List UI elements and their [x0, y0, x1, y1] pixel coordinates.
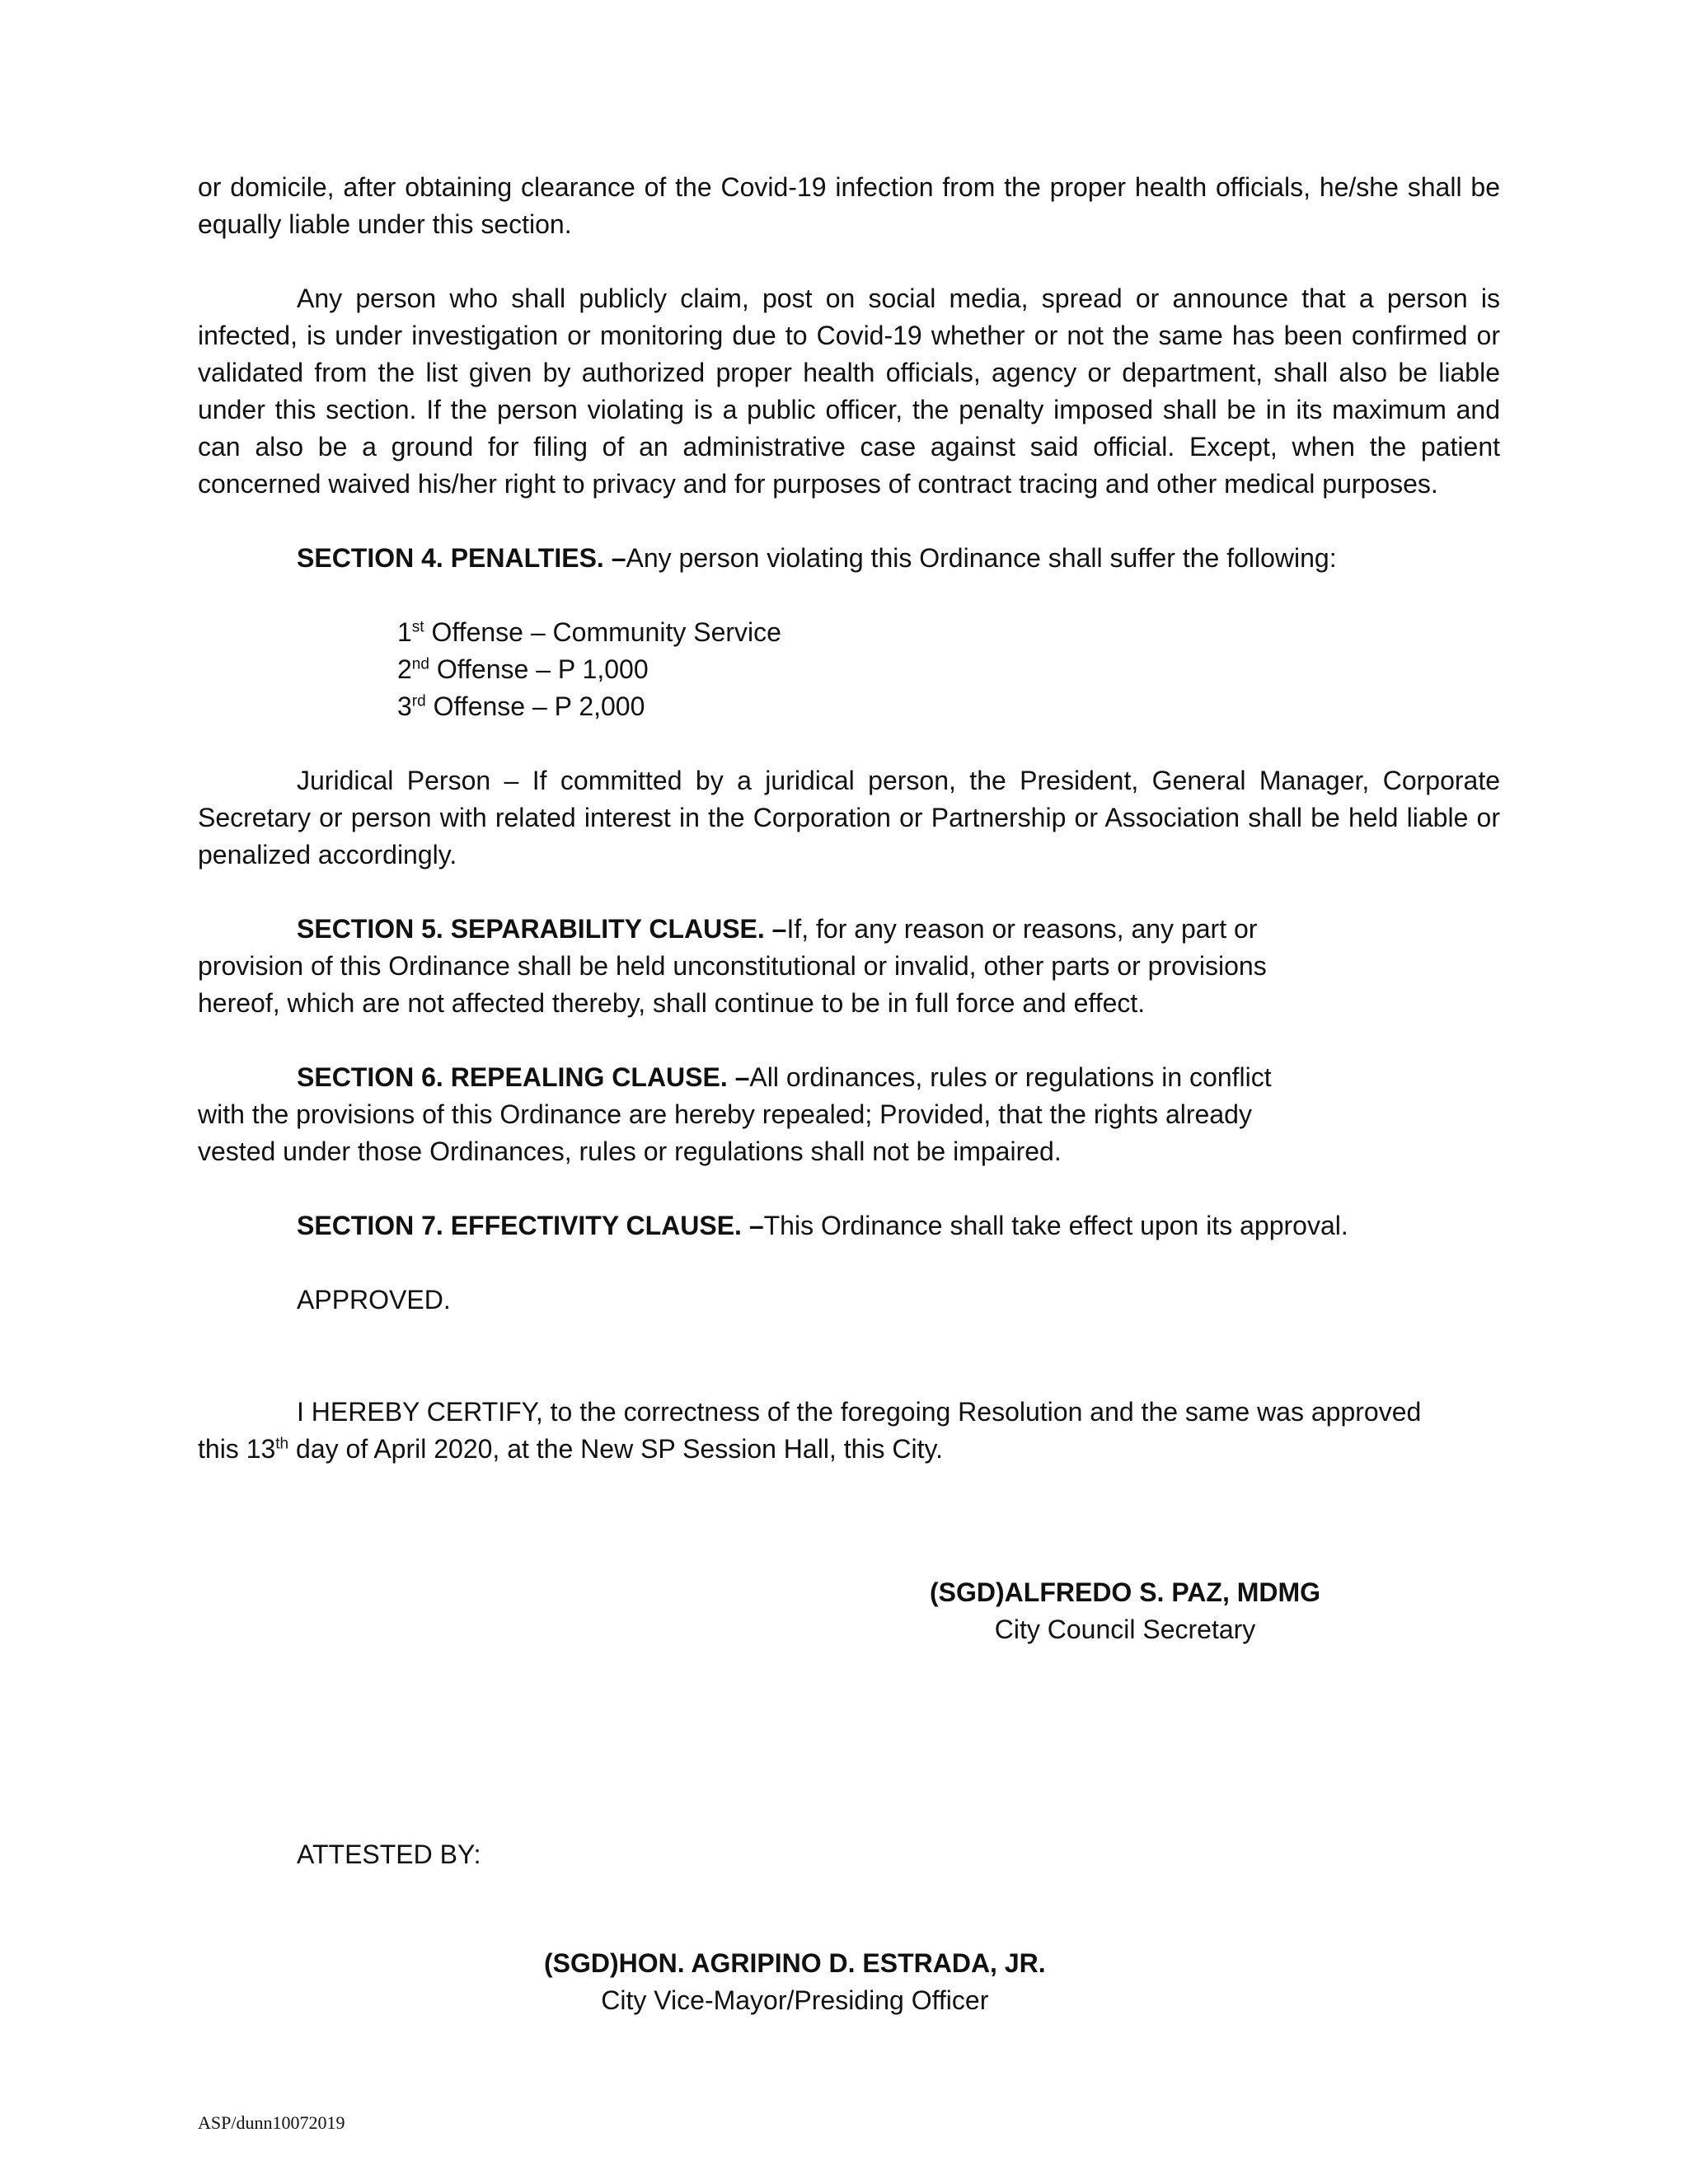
offense-item: 3rd Offense – P 2,000 — [397, 691, 645, 721]
certification: I HEREBY CERTIFY, to the correctness of the foregoing Resolution and the same was approved this 13th day of April 2020, at the New SP Session Hall, this City. — [198, 1397, 1422, 1464]
section-7-text: This Ordinance shall take effect upon its approval. — [763, 1211, 1348, 1240]
section-4 — [198, 540, 1500, 577]
section-5: SECTION 5. SEPARABILITY CLAUSE. –If, for any reason or reasons, any part or provision of this Ordinance shall be held unconstitutional or invalid, other parts or provisions hereof, which are not affected thereby, shall continue to be in full force and effect. — [198, 914, 1267, 1018]
section-4-text: Any person violating this Ordinance shall suffer the following: — [626, 543, 1337, 573]
approved-label: APPROVED. — [297, 1285, 451, 1315]
paragraph-publication: Any person who shall publicly claim, post on social media, spread or announce that a person is infected, is under investigation or monitoring due to Covid-19 whether or not the same has been confirmed or validated from the list given by authorized proper health officials, agency or department, shall also be liable under this section. If the person violating is a public officer, the penalty imposed shall be in its maximum and can also be a ground for filing of an administrative case against said official. Except, when the patient concerned waived his/her right to privacy and for purposes of contract tracing and other medical purposes. — [198, 284, 1500, 499]
signature-block-secretary — [930, 1574, 1320, 1648]
paragraph-continuation: or domicile, after obtaining clearance of the Covid-19 infection from the proper health officials, he/she shall be equally liable under this section. — [198, 172, 1500, 239]
signatory-name: (SGD)HON. AGRIPINO D. ESTRADA, JR. — [544, 1948, 1046, 1978]
paragraph-juridical: Juridical Person – If committed by a juridical person, the President, General Manager, Corporate Secretary or person with related interest in the Corporation or Partnership or Association shall be held liable or penalized accordingly. — [198, 766, 1500, 869]
section-6-heading: SECTION 6. REPEALING CLAUSE. – — [297, 1062, 750, 1092]
section-5-heading: SECTION 5. SEPARABILITY CLAUSE. – — [297, 914, 787, 944]
section-6: SECTION 6. REPEALING CLAUSE. –All ordinances, rules or regulations in conflict with the provisions of this Ordinance are hereby repealed; Provided, that the rights already vested under those Ordinances, rules or regulations shall not be impaired. — [198, 1062, 1272, 1166]
footer-reference-code: ASP/dunn10072019 — [198, 2112, 345, 2133]
signatory-name: (SGD)ALFREDO S. PAZ, MDMG — [930, 1577, 1321, 1607]
section-4-heading: SECTION 4. PENALTIES. – — [297, 543, 626, 573]
signatory-title: City Vice-Mayor/Presiding Officer — [601, 1985, 989, 2015]
section-7 — [198, 1207, 1500, 1244]
section-7-heading: SECTION 7. EFFECTIVITY CLAUSE. – — [297, 1211, 764, 1240]
offense-item: 1st Offense – Community Service — [397, 617, 781, 647]
signatory-title: City Council Secretary — [994, 1615, 1256, 1644]
attested-by-label: ATTESTED BY: — [297, 1840, 481, 1869]
document-body — [198, 169, 1500, 1468]
signature-block-vice-mayor — [544, 1945, 1046, 2019]
offense-list — [198, 614, 1500, 725]
offense-item: 2nd Offense – P 1,000 — [397, 654, 649, 684]
